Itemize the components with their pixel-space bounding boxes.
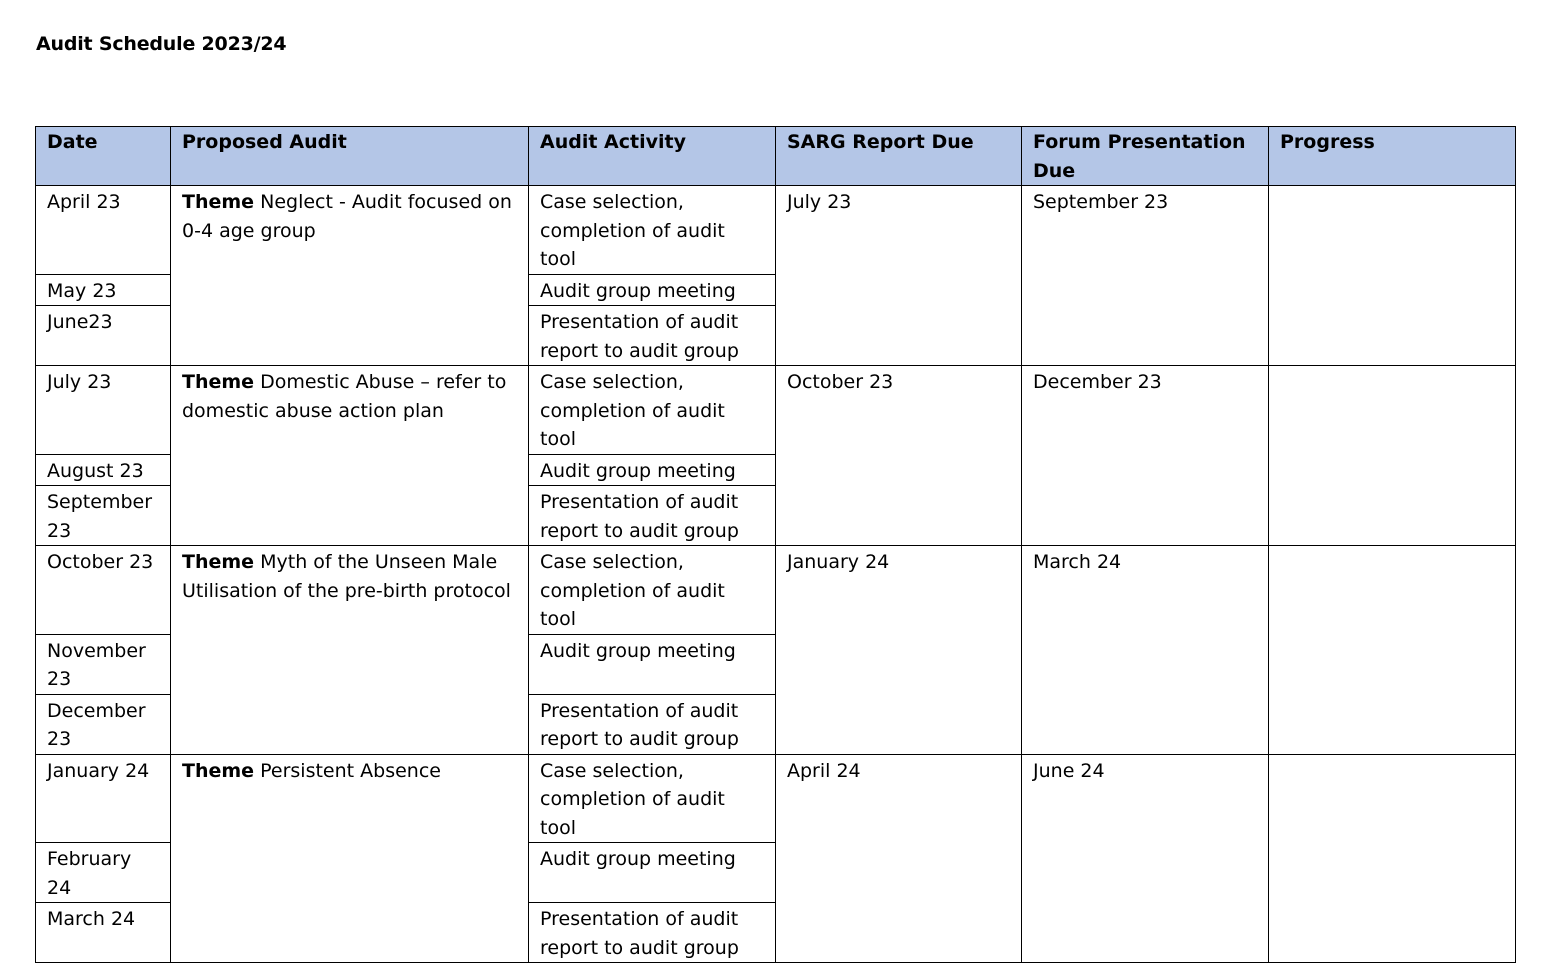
date-cell: January 24 bbox=[36, 754, 171, 843]
date-cell: May 23 bbox=[36, 274, 171, 306]
date-cell: March 24 bbox=[36, 903, 171, 963]
sarg-report-due-cell: January 24 bbox=[776, 546, 1022, 755]
header-proposed-audit: Proposed Audit bbox=[171, 127, 529, 186]
header-progress: Progress bbox=[1269, 127, 1516, 186]
forum-presentation-due-cell: March 24 bbox=[1022, 546, 1269, 755]
page-title: Audit Schedule 2023/24 bbox=[36, 33, 287, 55]
theme-label: Theme bbox=[182, 191, 255, 213]
date-cell: September 23 bbox=[36, 486, 171, 546]
theme-label: Theme bbox=[182, 759, 255, 782]
header-sarg-report-due: SARG Report Due bbox=[776, 127, 1022, 186]
theme-label: Theme bbox=[182, 371, 255, 393]
forum-presentation-due-cell: September 23 bbox=[1022, 186, 1269, 366]
theme-text: Neglect - Audit focused on 0-4 age group bbox=[182, 191, 512, 242]
theme-text: Domestic Abuse – refer to domestic abuse action plan bbox=[182, 371, 507, 422]
header-audit-activity: Audit Activity bbox=[529, 127, 776, 186]
date-cell: April 23 bbox=[36, 186, 171, 275]
date-cell: June23 bbox=[36, 306, 171, 366]
table-row bbox=[36, 366, 1516, 455]
sarg-report-due-cell: April 24 bbox=[776, 754, 1022, 963]
header-forum-presentation-due: Forum Presentation Due bbox=[1022, 127, 1269, 186]
proposed-audit-cell bbox=[171, 186, 529, 366]
proposed-audit-cell bbox=[171, 546, 529, 755]
activity-cell: Case selection, completion of audit tool bbox=[529, 546, 776, 635]
forum-presentation-due-cell: December 23 bbox=[1022, 366, 1269, 546]
table-row bbox=[36, 186, 1516, 275]
activity-cell: Presentation of audit report to audit group bbox=[529, 694, 776, 754]
activity-cell: Case selection, completion of audit tool bbox=[529, 366, 776, 455]
forum-presentation-due-cell: June 24 bbox=[1022, 754, 1269, 963]
audit-schedule-table bbox=[35, 126, 1516, 963]
theme-label: Theme bbox=[182, 551, 255, 573]
activity-cell: Presentation of audit report to audit group bbox=[529, 486, 776, 546]
progress-cell bbox=[1269, 546, 1516, 755]
activity-cell: Audit group meeting bbox=[529, 843, 776, 903]
sarg-report-due-cell: July 23 bbox=[776, 186, 1022, 366]
date-cell: December 23 bbox=[36, 694, 171, 754]
activity-cell: Audit group meeting bbox=[529, 634, 776, 694]
theme-text: Myth of the Unseen Male Utilisation of the pre-birth protocol bbox=[182, 551, 511, 602]
proposed-audit-cell bbox=[171, 366, 529, 546]
date-cell: August 23 bbox=[36, 454, 171, 486]
table-row bbox=[36, 754, 1516, 843]
activity-cell: Audit group meeting bbox=[529, 454, 776, 486]
activity-cell: Presentation of audit report to audit group bbox=[529, 903, 776, 963]
date-cell: October 23 bbox=[36, 546, 171, 635]
theme-text: Persistent Absence bbox=[260, 759, 441, 782]
progress-cell bbox=[1269, 366, 1516, 546]
activity-cell: Case selection, completion of audit tool bbox=[529, 754, 776, 843]
header-date: Date bbox=[36, 127, 171, 186]
progress-cell bbox=[1269, 754, 1516, 963]
table-header-row bbox=[36, 127, 1516, 186]
proposed-audit-cell bbox=[171, 754, 529, 963]
activity-cell: Presentation of audit report to audit group bbox=[529, 306, 776, 366]
sarg-report-due-cell: October 23 bbox=[776, 366, 1022, 546]
progress-cell bbox=[1269, 186, 1516, 366]
activity-cell: Audit group meeting bbox=[529, 274, 776, 306]
activity-cell: Case selection, completion of audit tool bbox=[529, 186, 776, 275]
date-cell: July 23 bbox=[36, 366, 171, 455]
date-cell: February 24 bbox=[36, 843, 171, 903]
table-row bbox=[36, 546, 1516, 635]
date-cell: November 23 bbox=[36, 634, 171, 694]
